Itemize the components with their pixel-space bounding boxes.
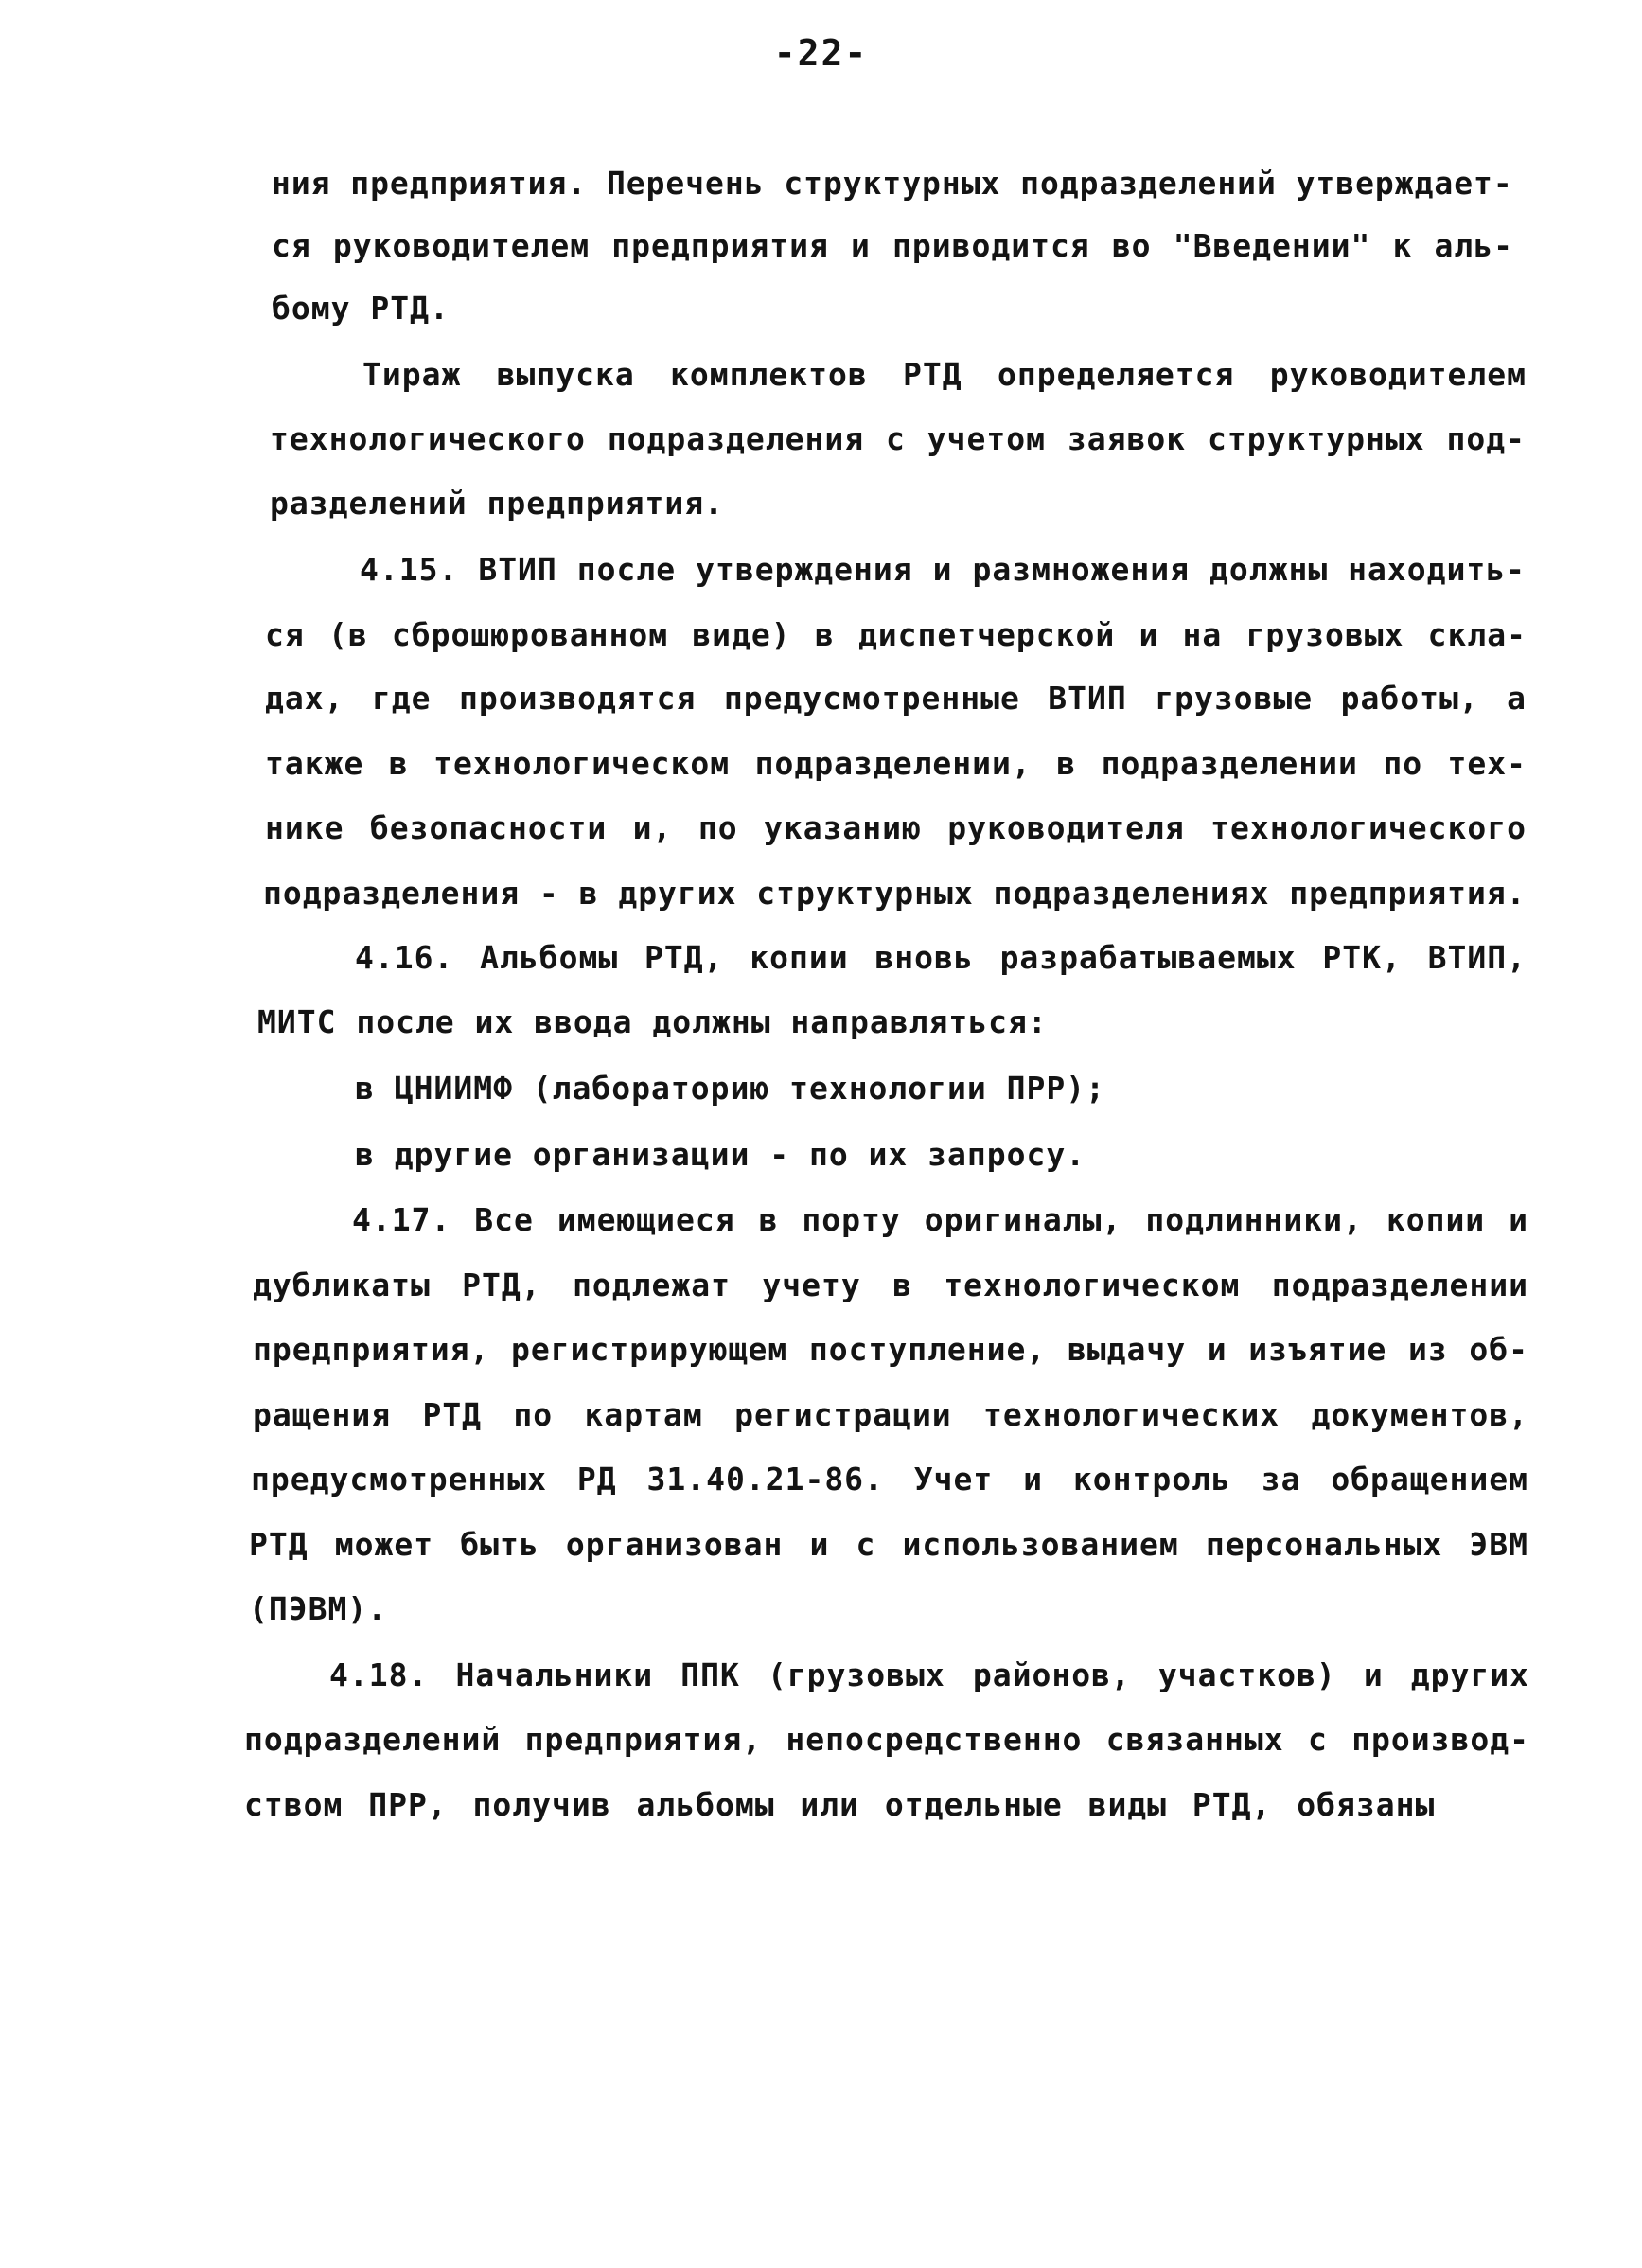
text-line: ся руководителем предприятия и приводится во "Введении" к аль-: [272, 227, 1513, 264]
text-line: 4.18. Начальники ППК (грузовых районов, участков) и других: [329, 1657, 1529, 1693]
text-line: ращения РТД по картам регистрации технологических документов,: [253, 1396, 1528, 1433]
text-line: бому РТД.: [272, 290, 450, 327]
text-line: подразделения - в других структурных подразделениях предприятия.: [263, 875, 1527, 912]
text-line: нике безопасности и, по указанию руководителя технологического: [265, 809, 1527, 846]
text-line: технологического подразделения с учетом заявок структурных под-: [270, 420, 1526, 457]
text-line: РТД может быть организован и с использованием персональных ЭВМ: [249, 1526, 1528, 1563]
text-line: предусмотренных РД 31.40.21-86. Учет и контроль за обращением: [251, 1461, 1528, 1497]
text-line: разделений предприятия.: [270, 485, 724, 522]
text-line: Тираж выпуска комплектов РТД определяется руководителем: [362, 356, 1527, 393]
text-line: дах, где производятся предусмотренные ВТИП грузовые работы, а: [265, 680, 1527, 717]
text-line: МИТС после их ввода должны направляться:: [257, 1003, 1048, 1040]
text-line: также в технологическом подразделении, в подразделении по тех-: [265, 745, 1527, 782]
page-number: -22-: [773, 32, 869, 74]
text-line: (ПЭВМ).: [249, 1590, 388, 1627]
text-line: 4.17. Все имеющиеся в порту оригиналы, подлинники, копии и: [352, 1201, 1528, 1238]
text-line: подразделений предприятия, непосредственно связанных с производ-: [244, 1721, 1529, 1758]
text-line: дубликаты РТД, подлежат учету в технологическом подразделении: [253, 1267, 1528, 1303]
text-line: предприятия, регистрирующем поступление, выдачу и изъятие из об-: [253, 1331, 1528, 1368]
text-line: ся (в сброшюрованном виде) в диспетчерской и на грузовых скла-: [265, 616, 1527, 653]
text-line: 4.15. ВТИП после утверждения и размножения должны находить-: [360, 551, 1526, 588]
text-line: в ЦНИИМФ (лабораторию технологии ПРР);: [355, 1070, 1105, 1107]
text-line: ством ПРР, получив альбомы или отдельные виды РТД, обязаны: [244, 1786, 1436, 1823]
text-line: в другие организации - по их запросу.: [355, 1136, 1086, 1173]
text-line: ния предприятия. Перечень структурных подразделений утверждает-: [272, 165, 1513, 202]
text-line: 4.16. Альбомы РТД, копии вновь разрабатываемых РТК, ВТИП,: [355, 939, 1527, 976]
